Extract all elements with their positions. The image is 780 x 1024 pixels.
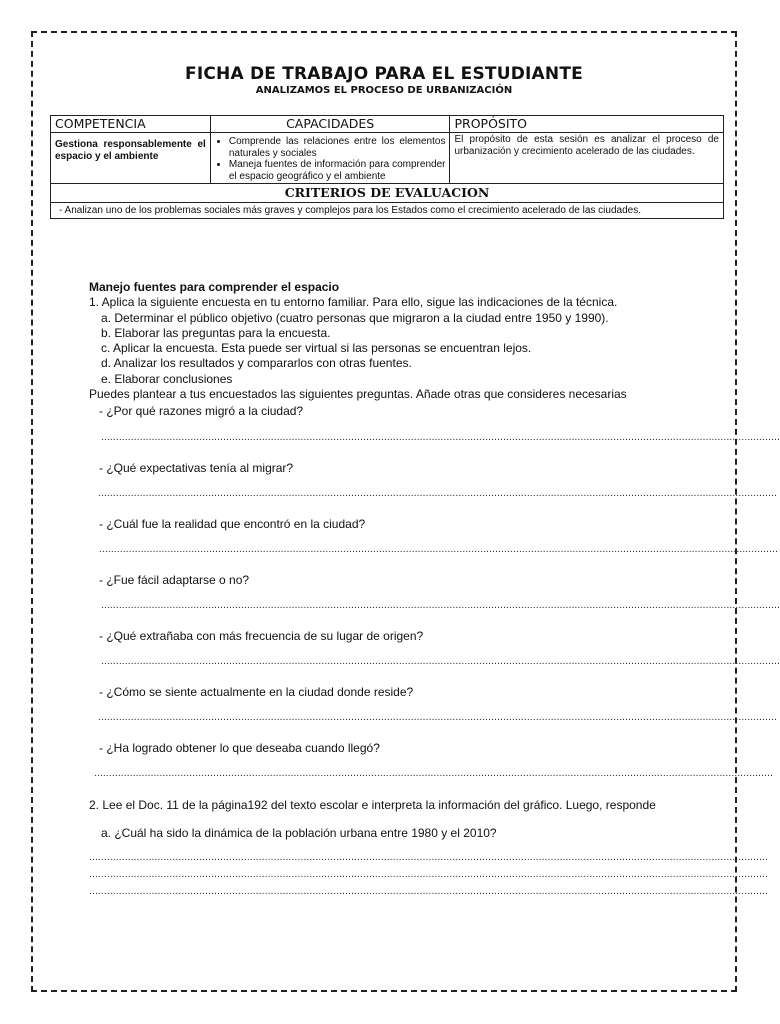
activity-2a: a. ¿Cuál ha sido la dinámica de la población urbana entre 1980 y el 2010? <box>101 826 497 840</box>
answer-line[interactable]: .................................................................................................................................................................................................................................... <box>98 712 778 723</box>
criterio-text: - Analizan uno de los problemas sociales más graves y complejos para los Estados como el crecimiento acelerado de las ciudades. <box>51 203 724 219</box>
question-6: - ¿Cómo se siente actualmente en la ciudad donde reside? <box>99 685 414 699</box>
questions-intro: Puedes plantear a tus encuestados las siguientes preguntas. Añade otras que consideres necesarias <box>89 387 627 402</box>
answer-line[interactable]: .................................................................................................................................................................................................................................... <box>98 488 778 499</box>
document-subtitle: ANALIZAMOS EL PROCESO DE URBANIZACIÓN <box>255 85 513 96</box>
activity-2: 2. Lee el Doc. 11 de la página192 del texto escolar e interpreta la información del gráfico. Luego, responde <box>89 798 656 812</box>
question-3: - ¿Cuál fue la realidad que encontró en la ciudad? <box>99 517 366 531</box>
header-proposito: PROPÓSITO <box>450 116 724 133</box>
answer-line[interactable]: .................................................................................................................................................................................................................................... <box>101 432 780 443</box>
step-b: b. Elaborar las preguntas para la encuesta. <box>101 325 331 340</box>
question-2: - ¿Qué expectativas tenía al migrar? <box>99 461 294 475</box>
answer-line[interactable]: .................................................................................................................................................................................................................................... <box>101 656 780 667</box>
document-title: FICHA DE TRABAJO PARA EL ESTUDIANTE <box>185 64 583 84</box>
answer-line[interactable]: .................................................................................................................................................................................................................................... <box>89 852 769 863</box>
capacidad-item: • Maneja fuentes de información para comprender el espacio geográfico y el ambiente <box>229 159 446 182</box>
question-4: - ¿Fue fácil adaptarse o no? <box>99 573 250 587</box>
step-c: c. Aplicar la encuesta. Esta puede ser virtual si las personas se encuentran lejos. <box>101 341 532 356</box>
activity-1: 1. Aplica la siguiente encuesta en tu entorno familiar. Para ello, sigue las indicaciones de la técnica. <box>89 295 618 310</box>
answer-line[interactable]: .................................................................................................................................................................................................................................... <box>99 544 779 555</box>
answer-line[interactable]: .................................................................................................................................................................................................................................... <box>101 600 780 611</box>
competencies-table <box>50 115 724 219</box>
header-capacidades: CAPACIDADES <box>210 116 450 133</box>
step-a: a. Determinar el público objetivo (cuatro personas que migraron a la ciudad entre 1950 y 1990). <box>101 310 609 325</box>
proposito-cell: El propósito de esta sesión es analizar el proceso de urbanización y crecimiento acelerado de las ciudades. <box>450 133 724 184</box>
question-1: - ¿Por qué razones migró a la ciudad? <box>99 404 304 418</box>
header-competencia: COMPETENCIA <box>51 116 211 133</box>
criterios-heading: CRITERIOS DE EVALUACION <box>51 184 724 203</box>
section-heading: Manejo fuentes para comprender el espacio <box>89 280 340 294</box>
capacidad-item: • Comprende las relaciones entre los elementos naturales y sociales <box>229 136 446 159</box>
capacidades-list <box>215 136 446 182</box>
answer-line[interactable]: .................................................................................................................................................................................................................................... <box>89 886 769 897</box>
question-5: - ¿Qué extrañaba con más frecuencia de su lugar de origen? <box>99 629 424 643</box>
worksheet-content <box>89 280 689 402</box>
question-7: - ¿Ha logrado obtener lo que deseaba cuando llegó? <box>99 741 380 755</box>
step-d: d. Analizar los resultados y compararlos con otras fuentes. <box>101 356 412 371</box>
answer-line[interactable]: .................................................................................................................................................................................................................................... <box>94 768 774 779</box>
capacidades-cell <box>210 133 450 184</box>
answer-line[interactable]: .................................................................................................................................................................................................................................... <box>89 869 769 880</box>
step-e: e. Elaborar conclusiones <box>101 371 233 386</box>
competencia-cell: Gestiona responsablemente el espacio y el ambiente <box>51 133 211 184</box>
